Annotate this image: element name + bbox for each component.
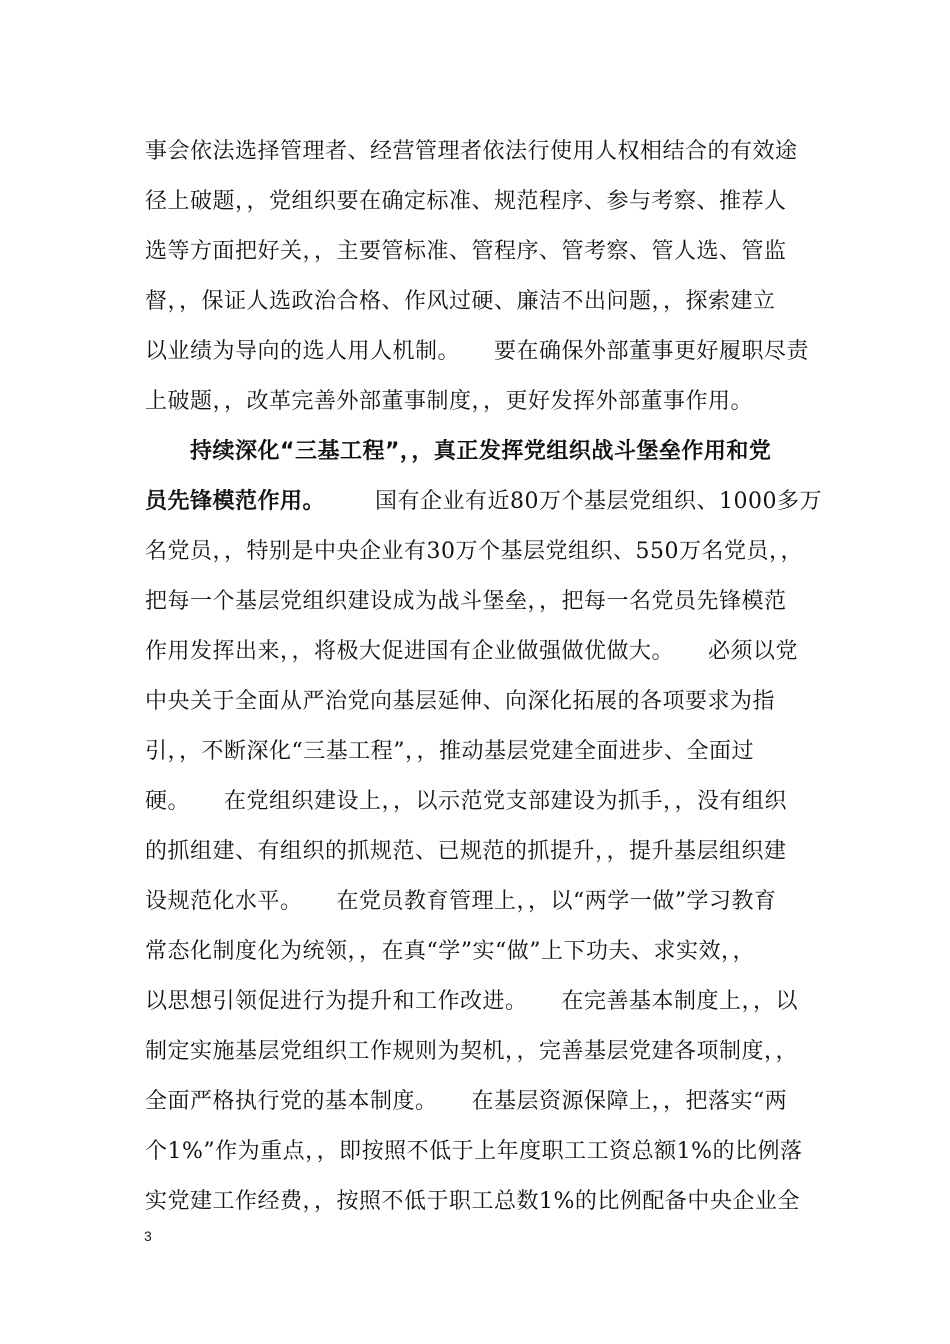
text-line: 常态化制度化为统领，，在真“学”实“做”上下功夫、求实效，， bbox=[145, 939, 755, 964]
text-line: 全面严格执行党的基本制度。 在基层资源保障上，，把落实“两 bbox=[145, 1089, 788, 1114]
text-line: 实党建工作经费，，按照不低于职工总数1%的比例配备中央企业全 bbox=[145, 1189, 800, 1214]
text-line: 国有企业有近80万个基层党组织、1000多万 bbox=[330, 489, 822, 514]
text-line: 上破题，，改革完善外部董事制度，，更好发挥外部董事作用。 bbox=[145, 389, 754, 414]
text-line: 名党员，，特别是中央企业有30万个基层党组织、550万名党员，， bbox=[145, 539, 803, 564]
text-line: 把每一个基层党组织建设成为战斗堡垒，，把每一名党员先锋模范 bbox=[145, 589, 787, 614]
text-line: 的抓组建、有组织的抓规范、已规范的抓提升，，提升基层组织建 bbox=[145, 839, 787, 864]
text-line: 硬。 在党组织建设上，，以示范党支部建设为抓手，，没有组织 bbox=[145, 789, 788, 814]
text-line: 中央关于全面从严治党向基层延伸、向深化拓展的各项要求为指 bbox=[145, 689, 776, 714]
section-heading-line: 员先锋模范作用。 bbox=[145, 489, 326, 514]
text-line: 制定实施基层党组织工作规则为契机，，完善基层党建各项制度，， bbox=[145, 1039, 799, 1064]
text-line: 事会依法选择管理者、经营管理者依法行使用人权相结合的有效途 bbox=[145, 139, 798, 164]
text-line: 作用发挥出来，，将极大促进国有企业做强做优做大。 必须以党 bbox=[145, 639, 799, 664]
text-line: 引，，不断深化“三基工程”，，推动基层党建全面进步、全面过 bbox=[145, 739, 754, 764]
text-line: 选等方面把好关，，主要管标准、管程序、管考察、管人选、管监 bbox=[145, 239, 787, 264]
text-line: 设规范化水平。 在党员教育管理上，，以“两学一做”学习教育 bbox=[145, 889, 777, 914]
text-line: 以思想引领促进行为提升和工作改进。 在完善基本制度上，，以 bbox=[145, 989, 799, 1014]
text-line: 督，，保证人选政治合格、作风过硬、廉洁不出问题，，探索建立 bbox=[145, 289, 776, 314]
section-heading-line: 持续深化“三基工程”，，真正发挥党组织战斗堡垒作用和党 bbox=[190, 439, 772, 464]
text-line: 个1%”作为重点，，即按照不低于上年度职工工资总额1%的比例落 bbox=[145, 1139, 803, 1164]
page-number: 3 bbox=[144, 1228, 152, 1244]
text-line: 以业绩为导向的选人用人机制。 要在确保外部董事更好履职尽责 bbox=[145, 339, 810, 364]
text-line: 径上破题，，党组织要在确定标准、规范程序、参与考察、推荐人 bbox=[145, 189, 787, 214]
